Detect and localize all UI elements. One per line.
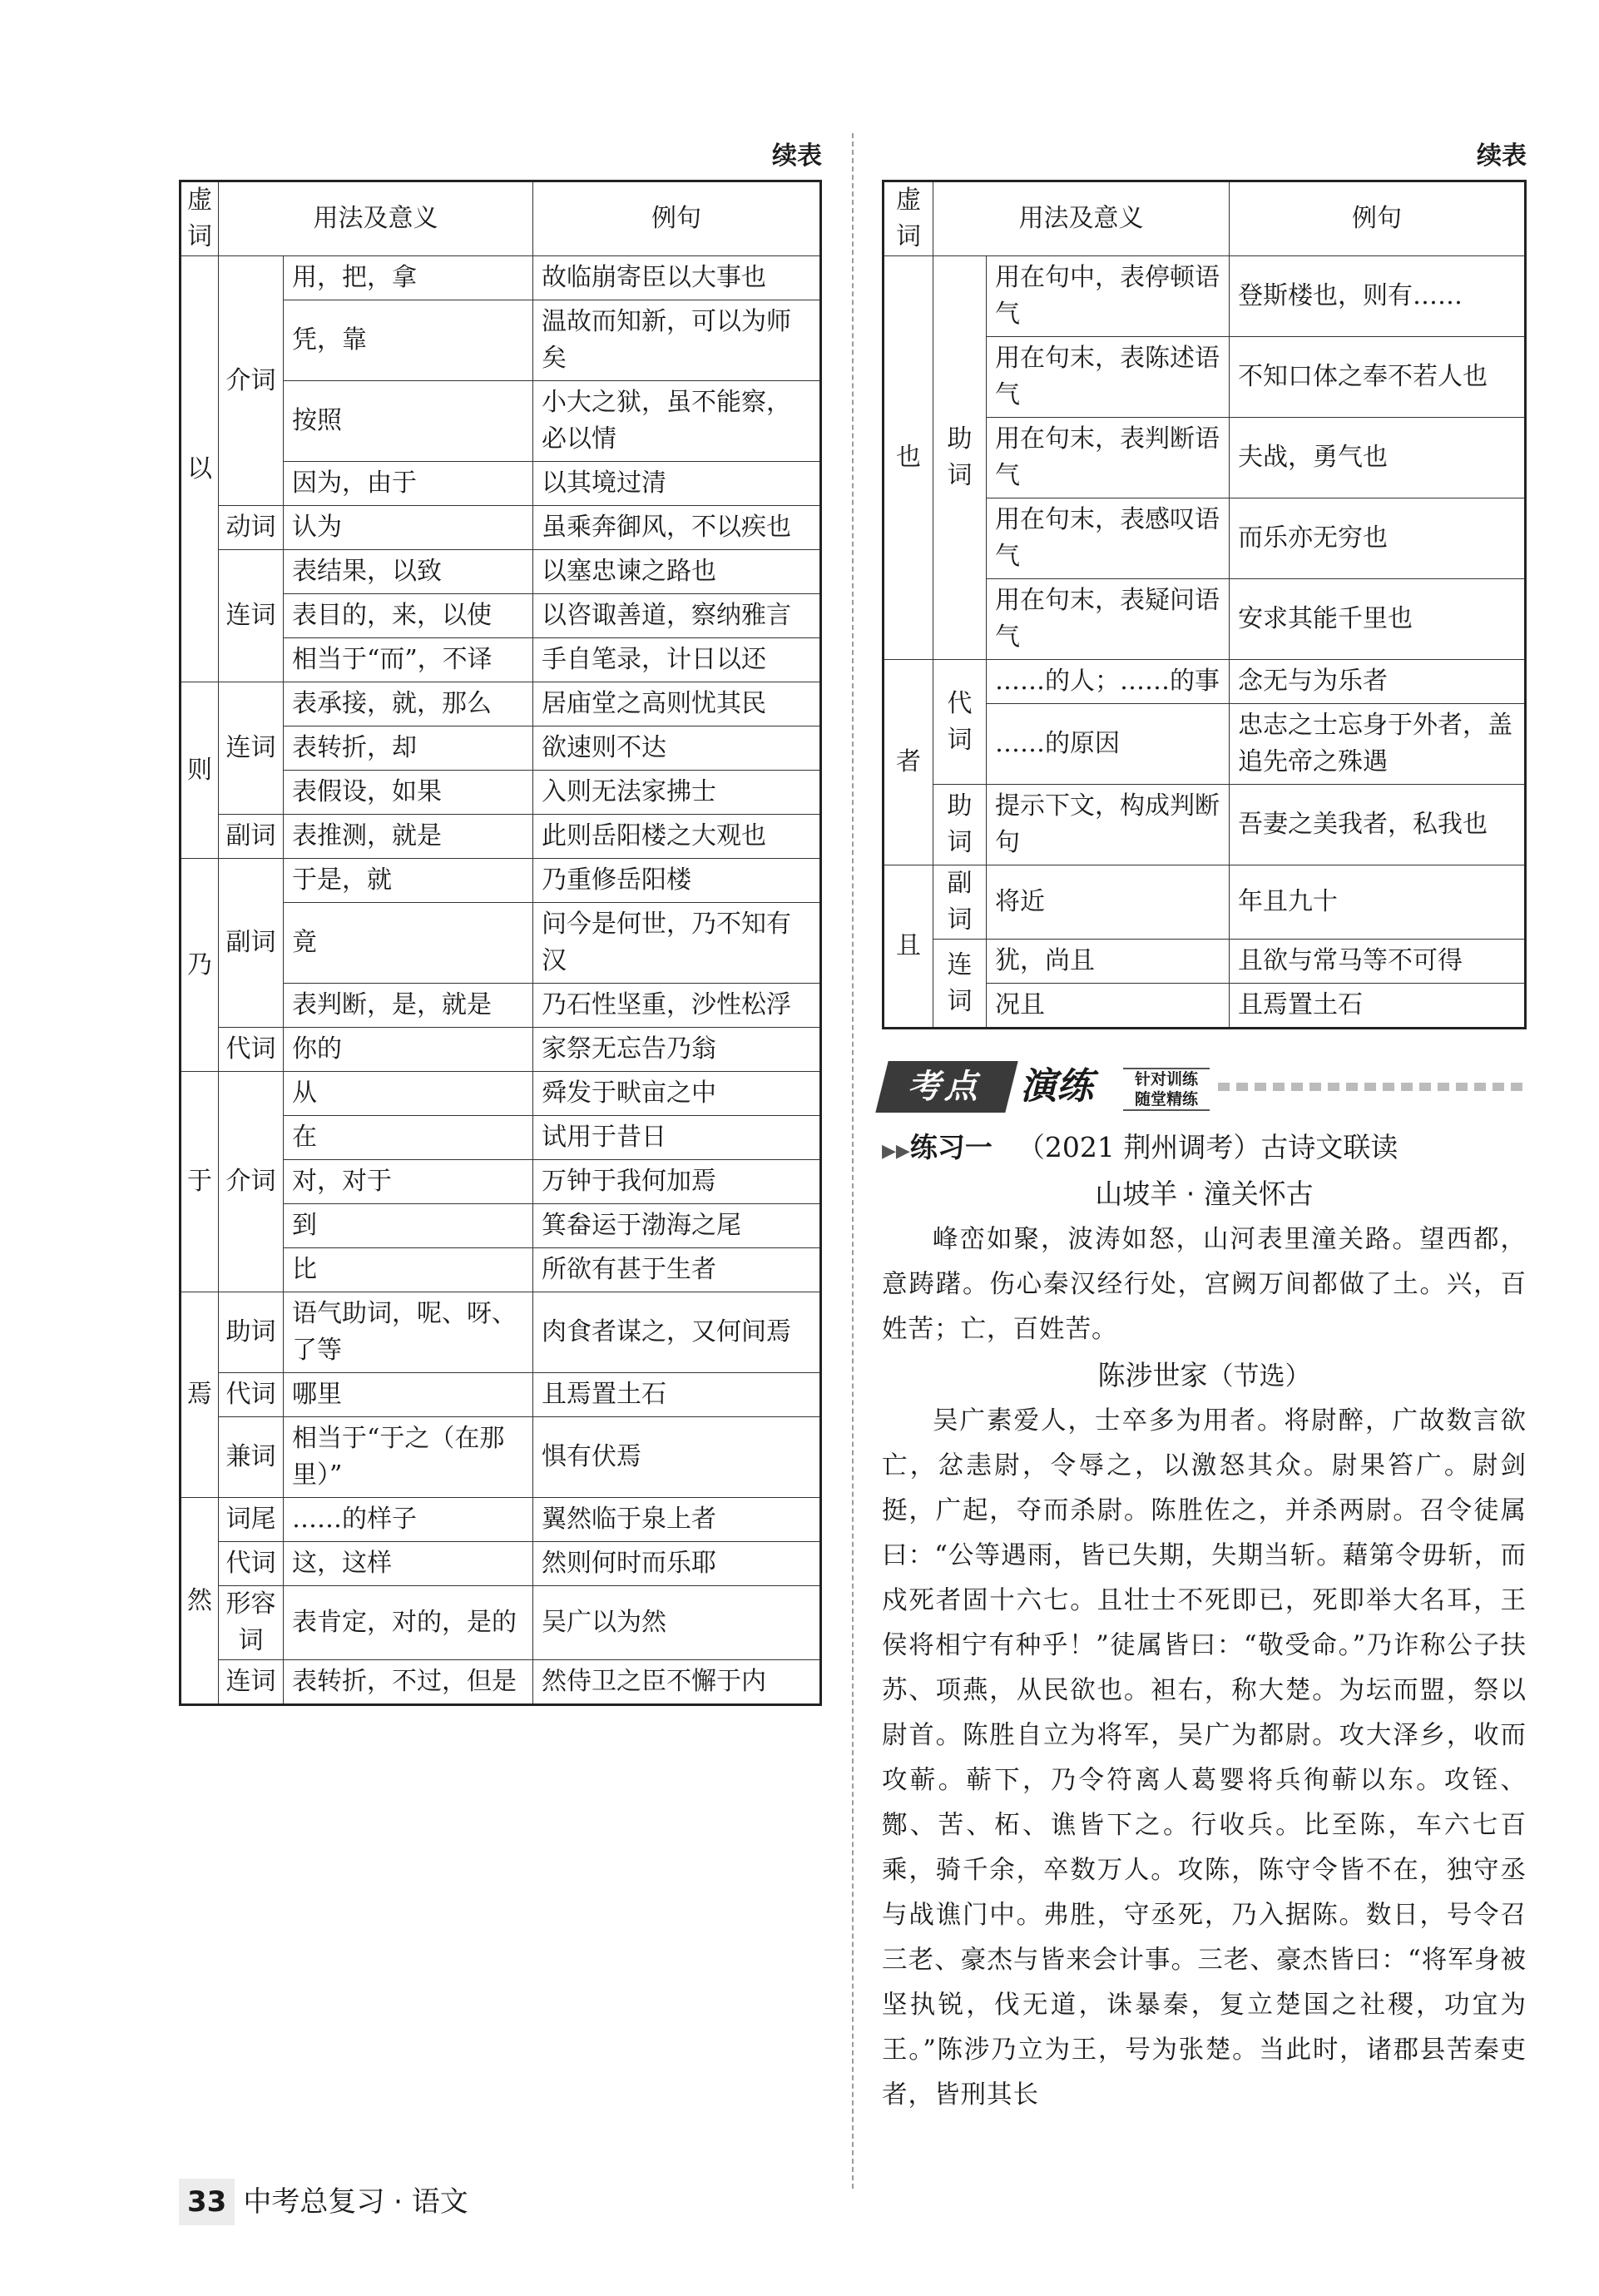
function-word-table-right (882, 180, 1527, 1029)
usage-cell: ……的样子 (284, 1498, 533, 1542)
table-row (181, 682, 821, 726)
example-cell: 所欲有甚于生者 (533, 1248, 821, 1292)
table-row (181, 1586, 821, 1660)
header-usage: 用法及意义 (933, 181, 1230, 256)
page-footer (179, 2179, 468, 2225)
banner-stripe (1218, 1083, 1527, 1091)
usage-cell: 表目的，来，以使 (284, 594, 533, 638)
banner-kaodian: 考点 (875, 1061, 1017, 1113)
part-of-speech-cell: 介词 (219, 1072, 284, 1292)
usage-cell: 表假设，如果 (284, 771, 533, 815)
continued-label: 续表 (772, 141, 822, 171)
usage-cell: 表结果，以致 (284, 550, 533, 594)
prose-title-note: （节选） (1207, 1361, 1311, 1391)
example-cell: 且欲与常马等不可得 (1230, 940, 1526, 984)
table-row (884, 256, 1526, 337)
usage-cell: 语气助词，呢、呀、了等 (284, 1292, 533, 1373)
part-of-speech-cell: 副词 (219, 859, 284, 1028)
example-cell: 念无与为乐者 (1230, 660, 1526, 704)
example-cell: 乃重修岳阳楼 (533, 859, 821, 903)
footer-title: 中考总复习 · 语文 (243, 2185, 468, 2219)
usage-cell: 因为，由于 (284, 462, 533, 506)
part-of-speech-cell: 代词 (219, 1542, 284, 1586)
example-cell: 家祭无忘告乃翁 (533, 1028, 821, 1072)
example-cell: 翼然临于泉上者 (533, 1498, 821, 1542)
header-example: 例句 (533, 181, 821, 256)
exercise-label: 练习一 (909, 1131, 993, 1163)
part-of-speech-cell: 连词 (219, 550, 284, 682)
example-cell: 且焉置土石 (1230, 984, 1526, 1029)
usage-cell: 凭，靠 (284, 300, 533, 381)
banner-sub2: 随堂精练 (1134, 1090, 1198, 1108)
table-header-row (884, 181, 1526, 256)
usage-cell: 用在句末，表感叹语气 (987, 498, 1230, 579)
exercise-source: （2021 荆州调考）古诗文联读 (1017, 1131, 1399, 1163)
function-word-cell: 焉 (181, 1292, 219, 1498)
usage-cell: 按照 (284, 381, 533, 462)
function-word-cell: 乃 (181, 859, 219, 1072)
example-cell: 然侍卫之臣不懈于内 (533, 1660, 821, 1705)
part-of-speech-cell: 介词 (219, 256, 284, 506)
usage-cell: 用，把，拿 (284, 256, 533, 300)
exercise-heading (882, 1124, 1527, 1171)
usage-cell: 况且 (987, 984, 1230, 1029)
function-word-cell: 于 (181, 1072, 219, 1292)
table-row (181, 506, 821, 550)
example-cell: 乃石性坚重，沙性松浮 (533, 984, 821, 1028)
part-of-speech-cell: 连词 (933, 940, 987, 1029)
table-row (181, 1417, 821, 1498)
prose-title-text: 陈涉世家 (1097, 1359, 1208, 1391)
usage-cell: ……的人；……的事 (987, 660, 1230, 704)
banner-subtitle (1123, 1068, 1210, 1111)
example-cell: 万钟于我何加焉 (533, 1160, 821, 1204)
usage-cell: 你的 (284, 1028, 533, 1072)
example-cell: 以咨诹善道，察纳雅言 (533, 594, 821, 638)
header-word: 虚词 (181, 181, 219, 256)
usage-cell: 表转折，不过，但是 (284, 1660, 533, 1705)
example-cell: 以塞忠谏之路也 (533, 550, 821, 594)
part-of-speech-cell: 助词 (933, 256, 987, 660)
example-cell: 且焉置土石 (533, 1373, 821, 1417)
usage-cell: 用在句末，表判断语气 (987, 418, 1230, 498)
example-cell: 此则岳阳楼之大观也 (533, 815, 821, 859)
example-cell: 箕畚运于渤海之尾 (533, 1204, 821, 1248)
usage-cell: 这，这样 (284, 1542, 533, 1586)
example-cell: 欲速则不达 (533, 726, 821, 771)
page-number: 33 (179, 2179, 235, 2225)
usage-cell: 犹，尚且 (987, 940, 1230, 984)
table-row (181, 550, 821, 594)
example-cell: 入则无法家拂士 (533, 771, 821, 815)
example-cell: 试用于昔日 (533, 1116, 821, 1160)
usage-cell: 表判断，是，就是 (284, 984, 533, 1028)
part-of-speech-cell: 兼词 (219, 1417, 284, 1498)
header-example: 例句 (1230, 181, 1526, 256)
example-cell: 吴广以为然 (533, 1586, 821, 1660)
continued-label: 续表 (1477, 141, 1527, 171)
part-of-speech-cell: 代词 (219, 1373, 284, 1417)
part-of-speech-cell: 词尾 (219, 1498, 284, 1542)
example-cell: 手自笔录，计日以还 (533, 638, 821, 682)
usage-cell: 在 (284, 1116, 533, 1160)
table-row (181, 1498, 821, 1542)
banner-yanlian: 演练 (1020, 1065, 1093, 1108)
usage-cell: ……的原因 (987, 704, 1230, 785)
example-cell: 年且九十 (1230, 865, 1526, 940)
usage-cell: 竟 (284, 903, 533, 984)
header-word: 虚词 (884, 181, 933, 256)
part-of-speech-cell: 助词 (933, 785, 987, 865)
table-row (884, 865, 1526, 940)
usage-cell: 相当于“而”，不译 (284, 638, 533, 682)
usage-cell: 将近 (987, 865, 1230, 940)
example-cell: 居庙堂之高则忧其民 (533, 682, 821, 726)
example-cell: 肉食者谋之，又何间焉 (533, 1292, 821, 1373)
practice-banner (882, 1054, 1527, 1124)
usage-cell: 比 (284, 1248, 533, 1292)
table-row (181, 256, 821, 300)
usage-cell: 表推测，就是 (284, 815, 533, 859)
usage-cell: 从 (284, 1072, 533, 1116)
usage-cell: 用在句末，表疑问语气 (987, 579, 1230, 660)
function-word-cell: 者 (884, 660, 933, 865)
banner-sub1: 针对训练 (1134, 1070, 1198, 1088)
example-cell: 温故而知新，可以为师矣 (533, 300, 821, 381)
table-row (181, 1292, 821, 1373)
poem-text: 峰峦如聚，波涛如怒，山河表里潼关路。望西都，意踌躇。伤心秦汉经行处，宫阙万间都做了土。兴，百姓苦；亡，百姓苦。 (882, 1225, 1527, 1344)
usage-cell: 对，对于 (284, 1160, 533, 1204)
part-of-speech-cell: 动词 (219, 506, 284, 550)
example-cell: 不知口体之奉不若人也 (1230, 337, 1526, 418)
example-cell: 夫战，勇气也 (1230, 418, 1526, 498)
usage-cell: 表肯定，对的，是的 (284, 1586, 533, 1660)
poem-title: 山坡羊 · 潼关怀古 (1095, 1178, 1314, 1210)
part-of-speech-cell: 代词 (933, 660, 987, 785)
example-cell: 登斯楼也，则有…… (1230, 256, 1526, 337)
usage-cell: 哪里 (284, 1373, 533, 1417)
example-cell: 以其境过清 (533, 462, 821, 506)
usage-cell: 用在句中，表停顿语气 (987, 256, 1230, 337)
table-row (884, 660, 1526, 704)
left-column (179, 133, 822, 1706)
table-row (181, 859, 821, 903)
part-of-speech-cell: 连词 (219, 682, 284, 815)
usage-cell: 用在句末，表陈述语气 (987, 337, 1230, 418)
table-header-row (181, 181, 821, 256)
table-row (181, 1028, 821, 1072)
function-word-table-left (179, 180, 822, 1706)
example-cell: 小大之狱，虽不能察，必以情 (533, 381, 821, 462)
function-word-cell: 也 (884, 256, 933, 660)
example-cell: 而乐亦无穷也 (1230, 498, 1526, 579)
table-row (181, 1542, 821, 1586)
example-cell: 问今是何世，乃不知有汉 (533, 903, 821, 984)
prose-title (882, 1352, 1527, 1399)
table-row (181, 1373, 821, 1417)
function-word-cell: 然 (181, 1498, 219, 1705)
example-cell: 虽乘奔御风，不以疾也 (533, 506, 821, 550)
function-word-cell: 且 (884, 865, 933, 1029)
example-cell: 舜发于畎亩之中 (533, 1072, 821, 1116)
function-word-cell: 以 (181, 256, 219, 682)
example-cell: 吾妻之美我者，私我也 (1230, 785, 1526, 865)
usage-cell: 表承接，就，那么 (284, 682, 533, 726)
double-arrow-icon: ▶▶ (882, 1141, 910, 1162)
right-column (882, 133, 1527, 2118)
prose-text: 吴广素爱人，士卒多为用者。将尉醉，广故数言欲亡，忿恚尉，令辱之，以激怒其众。尉果笞广。尉剑挺，广起，夺而杀尉。陈胜佐之，并杀两尉。召令徒属曰：“公等遇雨，皆已失期，失期当斩。藉第令毋斩，而戍死者固十六七。且壮士不死即已，死即举大名耳，王侯将相宁有种乎！”徒属皆曰：“敬受命。”乃诈称公子扶苏、项燕，从民欲也。袒右，称大楚。为坛而盟，祭以尉首。陈胜自立为将军，吴广为都尉。攻大泽乡，收而攻蕲。蕲下，乃令符离人葛婴将兵徇蕲以东。攻铚、酂、苦、柘、谯皆下之。行收兵。比至陈，车六七百乘，骑千余，卒数万人。攻陈，陈守令皆不在，独守丞与战谯门中。弗胜，守丞死，乃入据陈。数日，号令召三老、豪杰与皆来会计事。三老、豪杰皆曰：“将军身被坚执锐，伐无道，诛暴秦，复立楚国之社稷，功宜为王。”陈涉乃立为王，号为张楚。当此时，诸郡县苦秦吏者，皆刑其长 (882, 1406, 1527, 2110)
table-row (181, 1072, 821, 1116)
usage-cell: 相当于“于之（在那里）” (284, 1417, 533, 1498)
column-divider (852, 133, 854, 2189)
part-of-speech-cell: 连词 (219, 1660, 284, 1705)
table-row (181, 815, 821, 859)
usage-cell: 于是，就 (284, 859, 533, 903)
example-cell: 然则何时而乐耶 (533, 1542, 821, 1586)
part-of-speech-cell: 副词 (219, 815, 284, 859)
part-of-speech-cell: 代词 (219, 1028, 284, 1072)
usage-cell: 表转折，却 (284, 726, 533, 771)
example-cell: 安求其能千里也 (1230, 579, 1526, 660)
function-word-cell: 则 (181, 682, 219, 859)
table-row (884, 940, 1526, 984)
example-cell: 故临崩寄臣以大事也 (533, 256, 821, 300)
table-row (181, 1660, 821, 1705)
usage-cell: 认为 (284, 506, 533, 550)
example-cell: 惧有伏焉 (533, 1417, 821, 1498)
example-cell: 忠志之士忘身于外者，盖追先帝之殊遇 (1230, 704, 1526, 785)
header-usage: 用法及意义 (219, 181, 533, 256)
part-of-speech-cell: 形容词 (219, 1586, 284, 1660)
part-of-speech-cell: 副词 (933, 865, 987, 940)
usage-cell: 到 (284, 1204, 533, 1248)
usage-cell: 提示下文，构成判断句 (987, 785, 1230, 865)
part-of-speech-cell: 助词 (219, 1292, 284, 1373)
table-row (884, 785, 1526, 865)
